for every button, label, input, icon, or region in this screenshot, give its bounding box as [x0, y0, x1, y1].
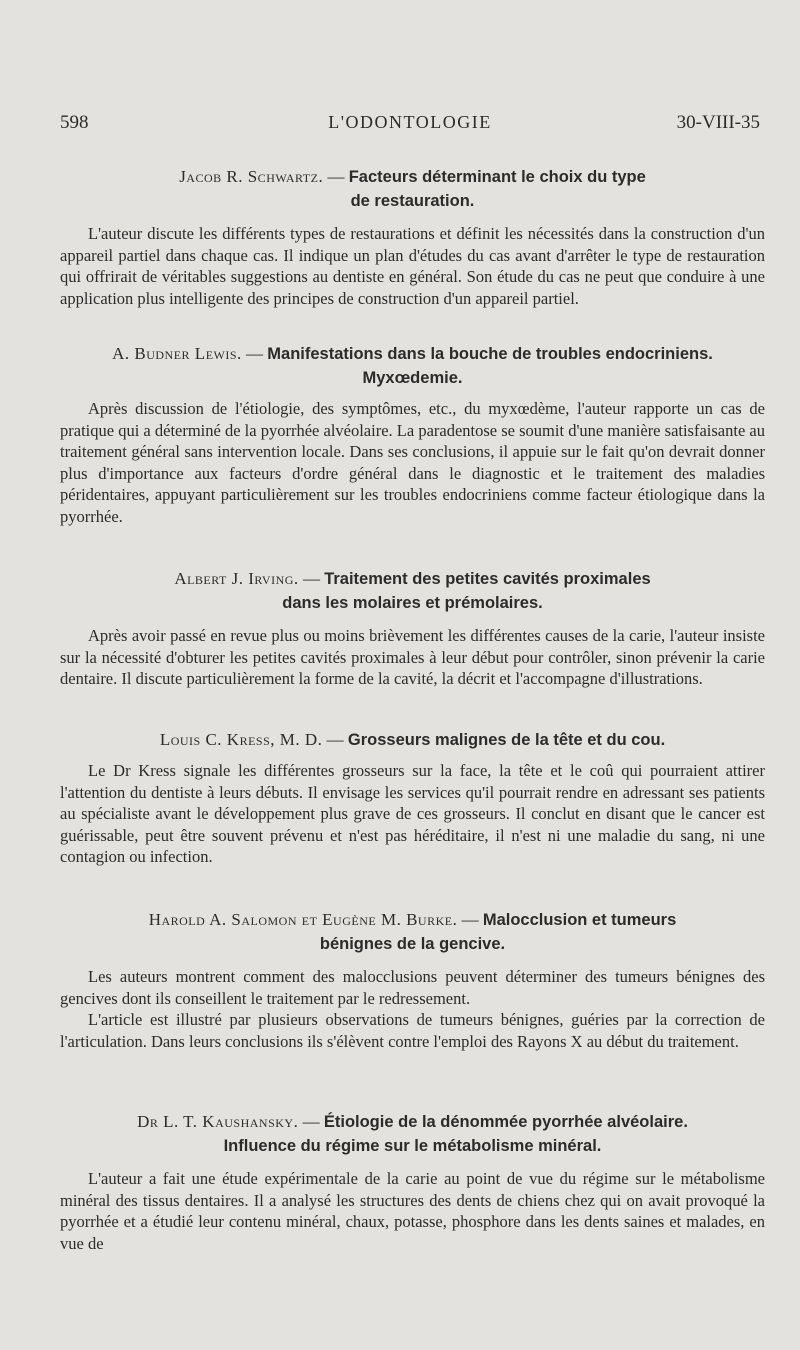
article-heading-cont: dans les molaires et prémolaires.: [282, 594, 543, 612]
article-2: [60, 342, 765, 527]
title-separator: —: [298, 569, 325, 588]
paragraph: Après discussion de l'étiologie, des symptômes, etc., du myxœdème, l'auteur rapporte un cas de pratique qui a déterminé de la pyorrhée alvéolaire. La paradentose se soumit d'une manière satisfaisante au traitement général sans intervention locale. Dans ses conclusions, il appuie sur le fait qu'on devrait donner plus d'importance aux facteurs d'ordre général dans le diagnostic et le traitement des maladies péridentaires, appuyant particulièrement sur les troubles endocriniens comme facteur étiologique dans la pyorrhée.: [60, 399, 765, 526]
article-author: Dr L. T. Kaushansky.: [137, 1112, 299, 1131]
article-title: [60, 908, 765, 956]
article-1: [60, 165, 765, 309]
article-title: [60, 1110, 765, 1158]
paragraph: Les auteurs montrent comment des malocclusions peuvent déterminer des tumeurs bénignes des gencives dont ils conseillent le traitement par le redressement.: [60, 967, 765, 1008]
paragraph: Après avoir passé en revue plus ou moins brièvement les différentes causes de la carie, l'auteur insiste sur la nécessité d'obturer les petites cavités proximales à leur début pour contrôler, sinon prévenir la carie dentaire. Il discute particulièrement la forme de la cavité, la décrit et l'accompagne d'illustrations.: [60, 626, 765, 688]
article-heading: Traitement des petites cavités proximales: [324, 570, 651, 588]
article-heading: Étiologie de la dénommée pyorrhée alvéolaire.: [323, 1113, 688, 1131]
title-separator: —: [323, 167, 349, 186]
title-separator: —: [322, 730, 348, 749]
paragraph: L'auteur a fait une étude expérimentale de la carie au point de vue du régime sur le métabolisme minéral des tissus dentaires. Il a analysé les structures des dents de chiens chez qui on avait provoqué la pyorrhée et a étudié leur contenu minéral, chaux, potasse, phosphore dans les dents saines et malades, en vue de: [60, 1169, 765, 1253]
article-author: Jacob R. Schwartz.: [179, 167, 324, 186]
title-separator: —: [298, 1112, 324, 1131]
article-heading-cont: de restauration.: [350, 192, 475, 210]
article-heading: Malocclusion et tumeurs: [482, 911, 677, 929]
article-5: [60, 908, 765, 1052]
article-heading: Grosseurs malignes de la tête et du cou.: [347, 731, 666, 749]
article-title: [60, 728, 765, 752]
article-title: [60, 342, 765, 390]
article-title: [60, 165, 765, 213]
article-heading-cont: Myxœdemie.: [362, 369, 463, 387]
title-separator: —: [457, 910, 483, 929]
paragraph: L'article est illustré par plusieurs observations de tumeurs bénignes, guéries par la correction de l'articulation. Dans leurs conclusions ils s'élèvent contre l'emploi des Rayons X au début du traitement.: [60, 1010, 765, 1051]
issue-date: 30-VIII-35: [676, 112, 760, 133]
article-author: Harold A. Salomon et Eugène M. Burke.: [148, 910, 458, 929]
article-body: [60, 1168, 765, 1254]
page-number: 598: [60, 112, 89, 133]
article-heading: Manifestations dans la bouche de troubles endocriniens.: [267, 345, 713, 363]
article-6: [60, 1110, 765, 1254]
article-heading: Facteurs déterminant le choix du type: [348, 168, 646, 186]
article-body: [60, 760, 765, 868]
article-body: [60, 398, 765, 527]
article-body: [60, 223, 765, 309]
article-author: Louis C. Kress, M. D.: [159, 730, 323, 749]
article-4: [60, 728, 765, 868]
article-body: [60, 966, 765, 1052]
journal-title: L'ODONTOLOGIE: [328, 112, 492, 132]
article-3: [60, 567, 765, 690]
title-separator: —: [241, 344, 268, 363]
paragraph: Le Dr Kress signale les différentes grosseurs sur la face, la tête et le coû qui pourraient attirer l'attention du dentiste à leurs débuts. Il envisage les services qu'il pourrait rendre en adressant ses patients au spécialiste avant le développement plus grave de ces grosseurs. Il conclut en disant que le cancer est guérissable, peut être souvent prévenu et n'est pas héréditaire, il n'est ni une maladie du sang, ni une contagion ou infection.: [60, 761, 765, 866]
article-title: [60, 567, 765, 615]
running-header: [60, 112, 760, 140]
article-author: A. Budner Lewis.: [112, 344, 242, 363]
paragraph: L'auteur discute les différents types de restaurations et définit les nécessités dans la construction d'un appareil partiel dans chaque cas. Il indique un plan d'études du cas avant d'arrêter le type de restauration qui offrirait de véritables suggestions au dentiste en général. Son étude du cas ne peut que conduire à une application plus intelligente des principes de construction d'un appareil partiel.: [60, 224, 765, 308]
article-body: [60, 625, 765, 690]
article-heading-cont: Influence du régime sur le métabolisme minéral.: [223, 1137, 602, 1155]
article-author: Albert J. Irving.: [174, 569, 299, 588]
article-heading-cont: bénignes de la gencive.: [319, 935, 506, 953]
